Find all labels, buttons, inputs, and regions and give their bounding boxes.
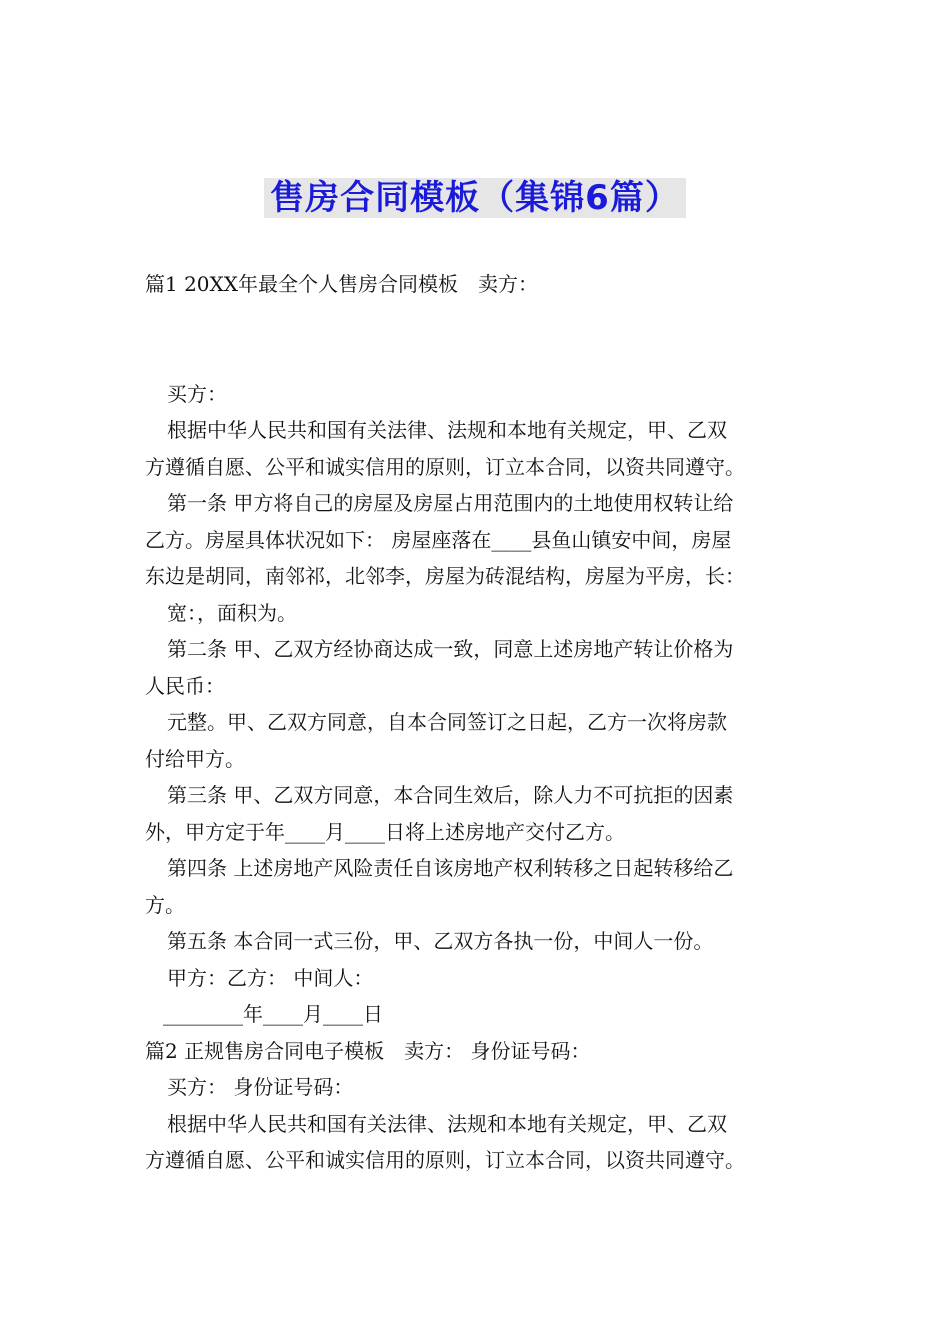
- paragraph-line: 乙方。房屋具体状况如下： 房屋座落在____县鱼山镇安中间，房屋: [145, 527, 732, 552]
- signature-date-line: ________年____月____日: [163, 1002, 383, 1026]
- document-body: [145, 266, 810, 1179]
- buyer-id-line: 买方： 身份证号码：: [167, 1075, 354, 1099]
- article-1-line: 第一条 甲方将自己的房屋及房屋占用范围内的土地使用权转让给: [167, 491, 734, 515]
- article-4-line: 第四条 上述房地产风险责任自该房地产权利转移之日起转移给乙: [167, 856, 734, 880]
- article-2-line: 第二条 甲、乙双方经协商达成一致，同意上述房地产转让价格为: [167, 637, 734, 661]
- paragraph-line: 方遵循自愿、公平和诚实信用的原则，订立本合同，以资共同遵守。: [145, 1148, 745, 1172]
- blank-space: [145, 303, 810, 376]
- buyer-line: 买方：: [167, 381, 227, 406]
- paragraph-line: 外，甲方定于年____月____日将上述房地产交付乙方。: [145, 819, 625, 844]
- article-5-line: 第五条 本合同一式三份，甲、乙双方各执一份，中间人一份。: [167, 929, 714, 953]
- paragraph-line: 根据中华人民共和国有关法律、法规和本地有关规定，甲、乙双: [167, 418, 727, 442]
- paragraph-line: 方。: [145, 892, 185, 917]
- paragraph-line: 元整。甲、乙双方同意，自本合同签订之日起，乙方一次将房款: [167, 710, 727, 734]
- paragraph-line: 方遵循自愿、公平和诚实信用的原则，订立本合同，以资共同遵守。: [145, 454, 745, 479]
- section-heading-2: 篇2 正规售房合同电子模板 卖方： 身份证号码：: [145, 1038, 591, 1063]
- paragraph-line: 人民币：: [145, 673, 225, 698]
- paragraph-line: 根据中华人民共和国有关法律、法规和本地有关规定，甲、乙双: [167, 1111, 727, 1136]
- title-wrapper: [0, 178, 950, 218]
- section-heading-1: 篇1 20XX年最全个人售房合同模板 卖方：: [145, 272, 539, 296]
- paragraph-line: 东边是胡同，南邻祁，北邻李，房屋为砖混结构，房屋为平房，长：: [145, 564, 745, 588]
- article-3-line: 第三条 甲、乙双方同意，本合同生效后，除人力不可抗拒的因素: [167, 783, 734, 807]
- document-title: 售房合同模板（集锦6篇）: [264, 178, 686, 218]
- signature-parties-line: 甲方：乙方： 中间人：: [167, 965, 374, 990]
- paragraph-line: 宽：，面积为。: [167, 600, 297, 625]
- paragraph-line: 付给甲方。: [145, 746, 245, 771]
